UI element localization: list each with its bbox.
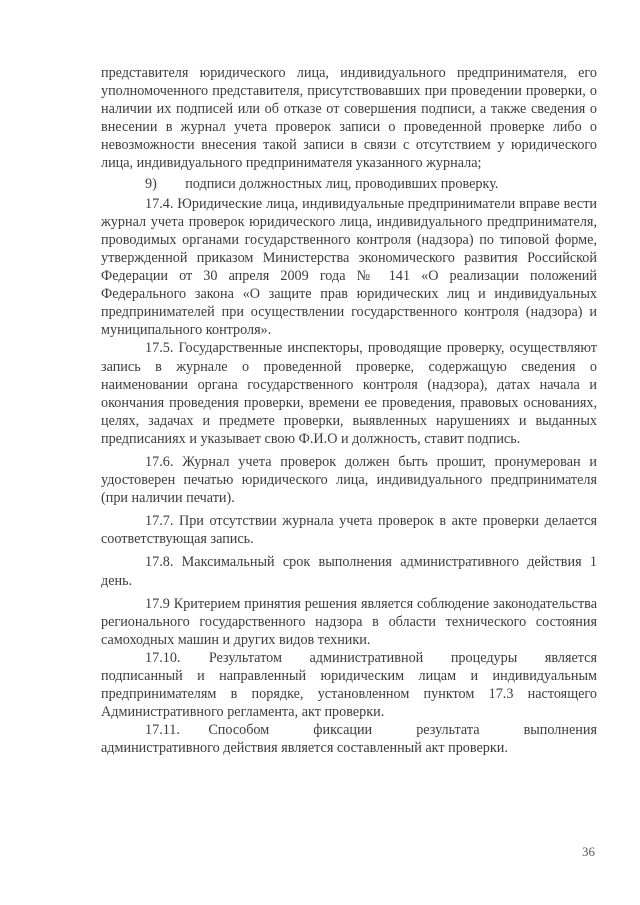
paragraph-17-4: 17.4. Юридические лица, индивидуальные предприниматели вправе вести журнал учета проверок юридического лица, индивидуального предпринимателя, проводимых органами государственного контроля (надзора) по типовой форме, утвержденной приказом Министерства экономического развития Российской Федерации от 30 апреля 2009 года № 141 «О реализации положений Федерального закона «О защите прав юридических лиц и индивидуальных предпринимателей при осуществлении государственного контроля (надзора) и муниципального контроля». bbox=[101, 195, 597, 339]
paragraph-17-10: 17.10. Результатом административной процедуры является подписанный и направленный юридическим лицам и индивидуальным предпринимателям в порядке, установленном пунктом 17.3 настоящего Административного регламента, акт проверки. bbox=[101, 649, 597, 721]
paragraph-17-6: 17.6. Журнал учета проверок должен быть прошит, пронумерован и удостоверен печатью юридического лица, индивидуального предпринимателя (при наличии печати). bbox=[101, 453, 597, 507]
paragraph-17-5: 17.5. Государственные инспекторы, проводящие проверку, осуществляют запись в журнале о проведенной проверке, содержащую сведения о наименовании органа государственного контроля (надзора), датах начала и окончания проведения проверки, времени ее проведения, правовых основаниях, целях, задачах и предмете проверки, выявленных нарушениях и выданных предписаниях и указывает свою Ф.И.О и должность, ставит подпись. bbox=[101, 340, 597, 447]
page-number: 36 bbox=[582, 844, 595, 859]
paragraph-17-11: 17.11. Способом фиксации результата выполнения административного действия является составленный акт проверки. bbox=[101, 722, 597, 757]
paragraph-item-9: 9) подписи должностных лиц, проводивших проверку. bbox=[145, 175, 499, 192]
paragraph-17-9: 17.9 Критерием принятия решения является соблюдение законодательства регионального государственного надзора в области технического состояния самоходных машин и других видов техники. bbox=[101, 595, 597, 648]
paragraph-continuation: представителя юридического лица, индивидуального предпринимателя, его уполномоченного представителя, присутствовавших при проведении проверки, о наличии их подписей или об отказе от совершения подписи, а также сведения о внесении в журнал учета проверок записи о проведенной проверке либо о невозможности внесения такой записи в связи с отсутствием у юридического лица, индивидуального предпринимателя указанного журнала; bbox=[101, 65, 597, 172]
document-body bbox=[101, 64, 597, 757]
paragraph-17-7: 17.7. При отсутствии журнала учета проверок в акте проверки делается соответствующая запись. bbox=[101, 513, 597, 548]
paragraph-17-8: 17.8. Максимальный срок выполнения административного действия 1 день. bbox=[101, 554, 597, 589]
